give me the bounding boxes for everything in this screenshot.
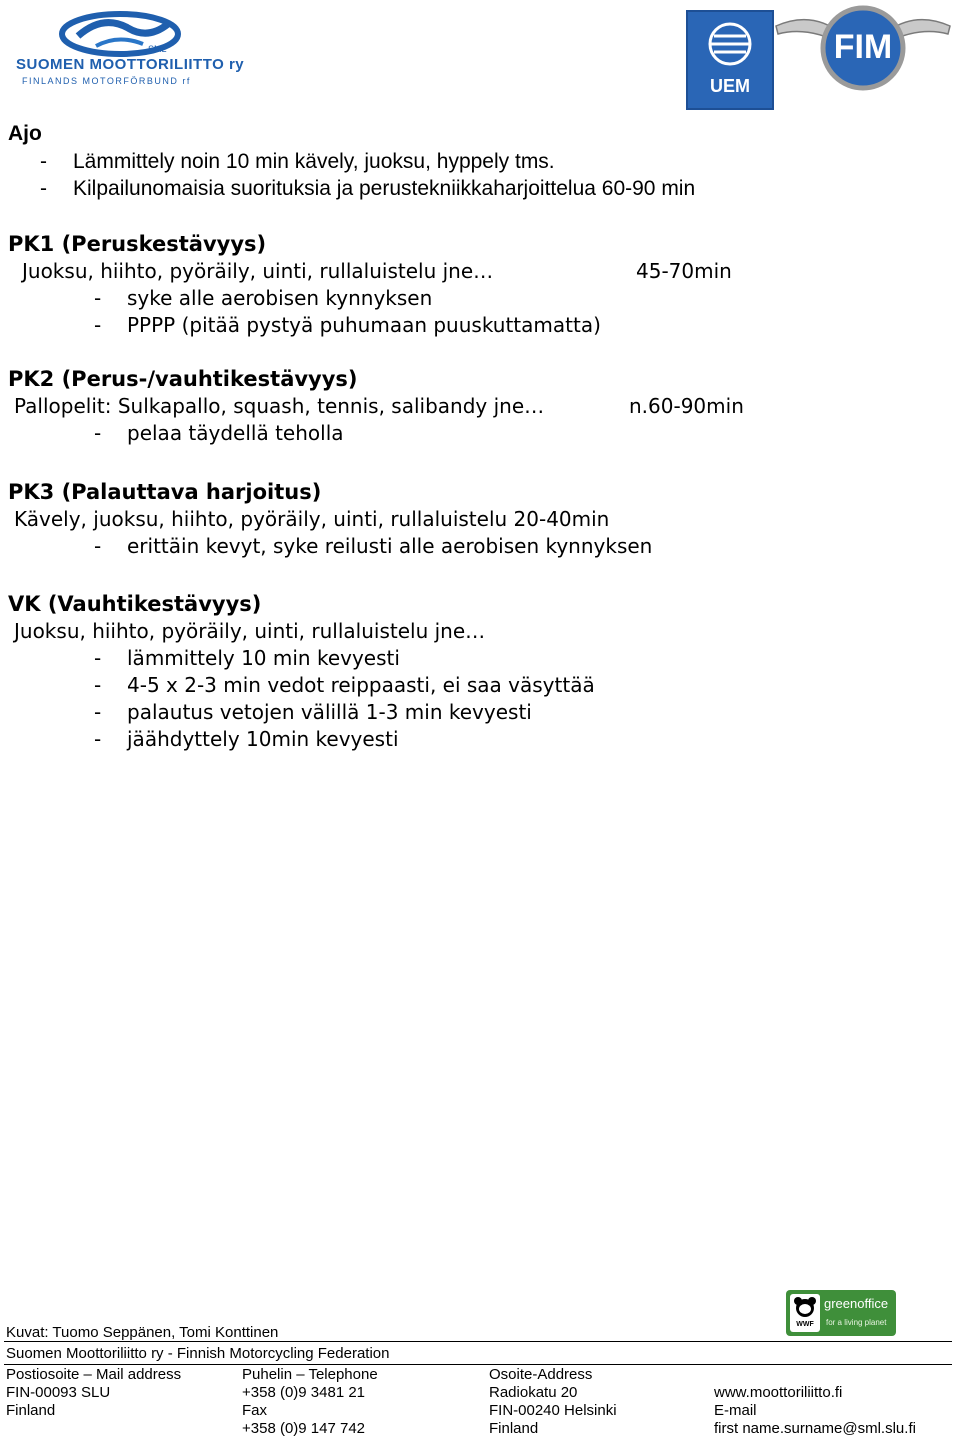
org-name: Suomen Moottoriliitto ry - Finnish Motorcycling Federation xyxy=(6,1345,390,1362)
vk-line: Juoksu, hiihto, pyöräily, uinti, rullaluistelu jne… xyxy=(14,619,486,643)
footer-rule-top xyxy=(4,1341,952,1342)
pk2-line: Pallopelit: Sulkapallo, squash, tennis, salibandy jne… xyxy=(14,394,545,418)
vk-dash: - xyxy=(94,700,102,724)
pk2-heading: PK2 (Perus-/vauhtikestävyys) xyxy=(8,367,358,391)
fax-label: Fax xyxy=(242,1402,268,1419)
fim-logo xyxy=(772,4,954,94)
pk1-item: PPPP (pitää pystyä puhumaan puuskuttamatta) xyxy=(127,313,601,337)
street-address-label: Osoite-Address xyxy=(489,1366,593,1383)
ajo-heading: Ajo xyxy=(8,122,42,145)
pk3-line: Kävely, juoksu, hiihto, pyöräily, uinti, rullaluistelu 20-40min xyxy=(14,507,610,531)
pk1-dash: - xyxy=(94,286,102,310)
footer-rule-bottom xyxy=(4,1364,952,1365)
uem-logo-text: UEM xyxy=(710,76,750,96)
fim-logo-text: FIM xyxy=(833,28,893,66)
pk1-line: Juoksu, hiihto, pyöräily, uinti, rullaluistelu jne… xyxy=(22,259,494,283)
pk2-duration: n.60-90min xyxy=(629,394,744,418)
green-office-logo xyxy=(786,1290,896,1336)
pk2-item: pelaa täydellä teholla xyxy=(127,421,344,445)
pk3-item: erittäin kevyt, syke reilusti alle aerobisen kynnyksen xyxy=(127,534,653,558)
wwf-panda-icon xyxy=(790,1294,820,1332)
ajo-item: Lämmittely noin 10 min kävely, juoksu, hyppely tms. xyxy=(73,150,555,173)
uem-logo xyxy=(686,10,774,110)
vk-item: lämmittely 10 min kevyesti xyxy=(127,646,400,670)
telephone-number: +358 (0)9 3481 21 xyxy=(242,1384,366,1401)
street-address: Radiokatu 20 xyxy=(489,1384,578,1401)
sml-logo-name: SUOMEN MOOTTORILIITTO ry xyxy=(16,56,245,73)
uem-emblem-icon xyxy=(688,12,772,72)
telephone-label: Puhelin – Telephone xyxy=(242,1366,378,1383)
fax-number: +358 (0)9 147 742 xyxy=(242,1420,366,1437)
sml-logo-mark: SML xyxy=(148,44,167,54)
vk-dash: - xyxy=(94,673,102,697)
wwf-text: WWF xyxy=(796,1321,814,1328)
pk1-item: syke alle aerobisen kynnyksen xyxy=(127,286,433,310)
pk3-dash: - xyxy=(94,534,102,558)
mail-address-label: Postiosoite – Mail address xyxy=(6,1366,182,1383)
mail-address-country: Finland xyxy=(6,1402,56,1419)
sml-logo-sub: FINLANDS MOTORFÖRBUND rf xyxy=(22,76,191,86)
vk-dash: - xyxy=(94,727,102,751)
green-office-brand: greenoffice xyxy=(824,1296,889,1311)
mail-address-postcode: FIN-00093 SLU xyxy=(6,1384,111,1401)
vk-item: 4-5 x 2-3 min vedot reippaasti, ei saa väsyttää xyxy=(127,673,595,697)
green-office-tagline: for a living planet xyxy=(826,1318,887,1327)
pk2-dash: - xyxy=(94,421,102,445)
vk-item: palautus vetojen välillä 1-3 min kevyesti xyxy=(127,700,532,724)
street-address-country: Finland xyxy=(489,1420,539,1437)
pk1-heading: PK1 (Peruskestävyys) xyxy=(8,232,267,256)
email-label: E-mail xyxy=(714,1402,757,1419)
street-address-city: FIN-00240 Helsinki xyxy=(489,1402,617,1419)
sml-logo xyxy=(8,6,245,96)
email-address[interactable]: first name.surname@sml.slu.fi xyxy=(714,1420,916,1437)
ajo-dash: - xyxy=(40,177,47,200)
vk-item: jäähdyttely 10min kevyesti xyxy=(127,727,399,751)
website-link[interactable]: www.moottoriliitto.fi xyxy=(714,1384,843,1401)
ajo-dash: - xyxy=(40,150,47,173)
photo-credits: Kuvat: Tuomo Seppänen, Tomi Konttinen xyxy=(6,1324,279,1341)
vk-heading: VK (Vauhtikestävyys) xyxy=(8,592,262,616)
ajo-item: Kilpailunomaisia suorituksia ja perustekniikkaharjoittelua 60-90 min xyxy=(73,177,696,200)
pk3-heading: PK3 (Palauttava harjoitus) xyxy=(8,480,322,504)
pk1-dash: - xyxy=(94,313,102,337)
vk-dash: - xyxy=(94,646,102,670)
pk1-duration: 45-70min xyxy=(636,259,732,283)
